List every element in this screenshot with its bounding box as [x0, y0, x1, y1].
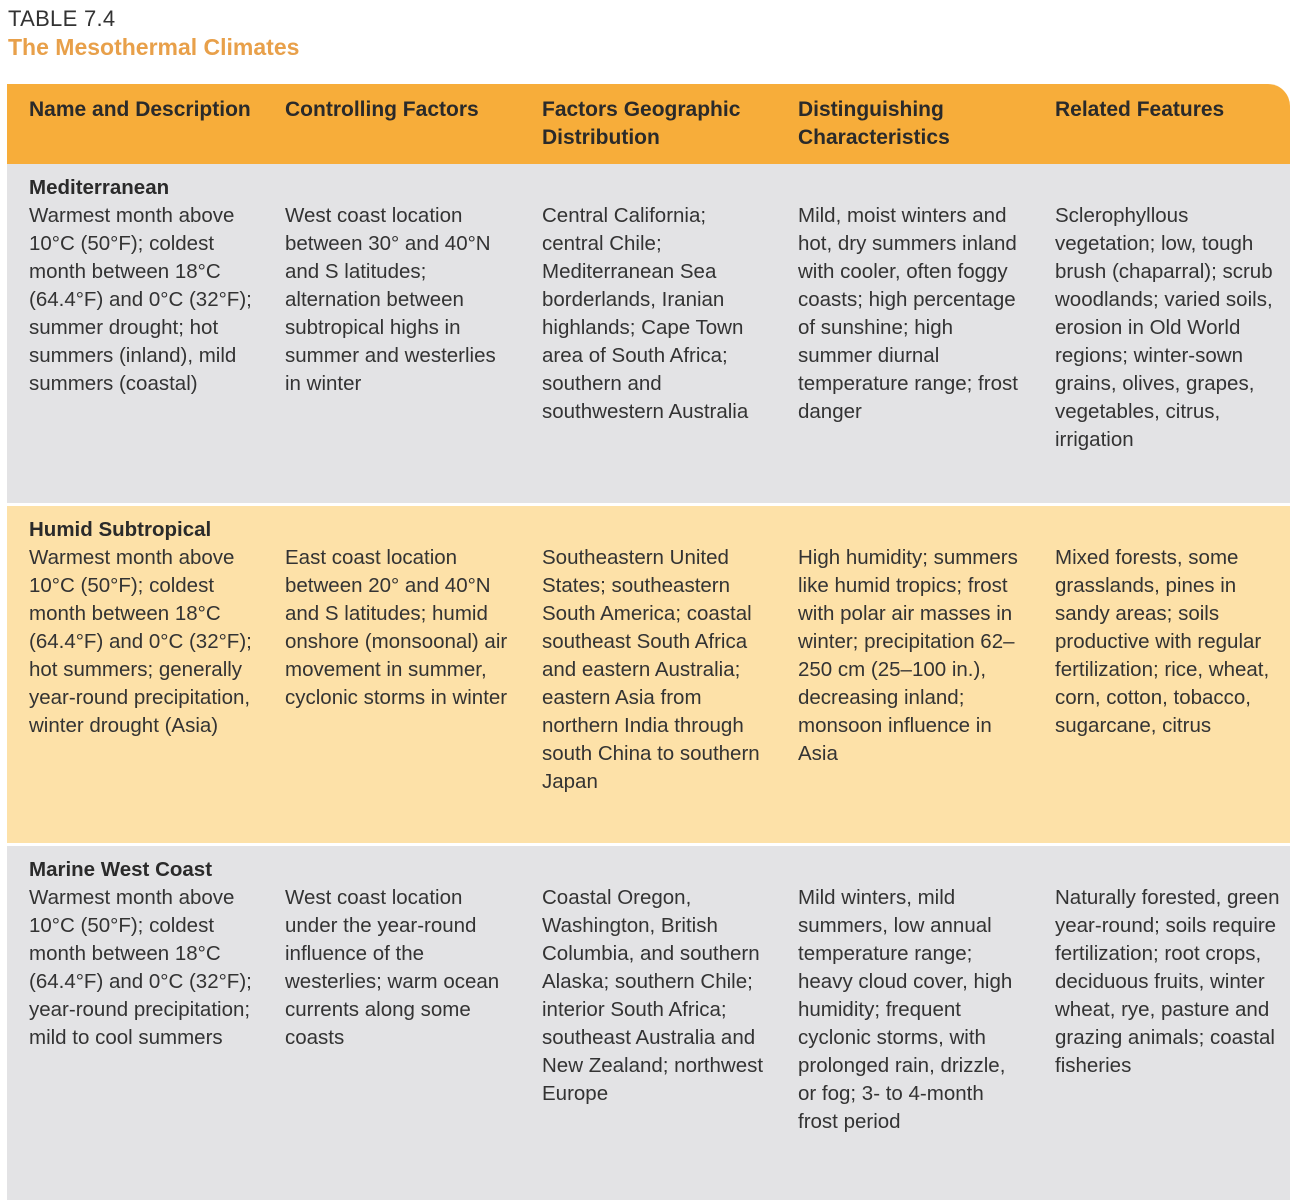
cell-geographic-distribution: Southeastern United States; southeastern South America; coastal southeast South Africa and eastern Australia; eastern Asia from northern India through south China to southern Japan [520, 504, 776, 844]
header-related-features: Related Features [1055, 98, 1225, 121]
table-header-row [7, 84, 1290, 164]
climate-description: Warmest month above 10°C (50°F); coldest month between 18°C (64.4°F) and 0°C (32°F); hot summers; generally year-round precipitation, winter drought (Asia) [29, 545, 252, 737]
cell-name-description [7, 844, 263, 1200]
climate-table [7, 84, 1290, 1200]
cell-controlling-factors: East coast location between 20° and 40°N and S latitudes; humid onshore (monsoonal) air movement in summer, cyclonic storms in winter [263, 504, 520, 844]
header-controlling-factors: Controlling Factors [285, 98, 479, 121]
header-name-description: Name and Description [29, 98, 251, 121]
climate-name: Humid Subtropical [29, 517, 212, 541]
cell-distinguishing-characteristics: Mild, moist winters and hot, dry summers inland with cooler, often foggy coasts; high percentage of sunshine; high summer diurnal temperature range; frost danger [798, 204, 1018, 423]
cell-geographic-distribution: Central California; central Chile; Mediterranean Sea borderlands, Iranian highlands; Cape Town area of South Africa; southern and southwestern Australia [542, 204, 749, 423]
cell-related-features: Mixed forests, some grasslands, pines in sandy areas; soils productive with regular fertilization; rice, wheat, corn, cotton, tobacco, sugarcane, citrus [1033, 504, 1290, 844]
header-geographic-distribution: Factors Geographic Distribution [542, 98, 741, 149]
cell-distinguishing-characteristics: High humidity; summers like humid tropics; frost with polar air masses in winter; precipitation 62–250 cm (25–100 in.), decreasing inland; monsoon influence in Asia [776, 504, 1033, 844]
climate-name: Mediterranean [29, 176, 170, 199]
table-row [7, 504, 1290, 844]
table-number: TABLE 7.4 [8, 6, 116, 31]
cell-distinguishing-characteristics: Mild winters, mild summers, low annual temperature range; heavy cloud cover, high humidity; frequent cyclonic storms, with prolonged rain, drizzle, or fog; 3- to 4-month frost period [776, 844, 1033, 1200]
header-distinguishing-characteristics: Distinguishing Characteristics [798, 98, 950, 149]
cell-related-features: Sclerophyllous vegetation; low, tough brush (chaparral); scrub woodlands; varied soils, erosion in Old World regions; winter-sown grains, olives, grapes, vegetables, citrus, irrigation [1055, 204, 1273, 451]
climate-description: Warmest month above 10°C (50°F); coldest month between 18°C (64.4°F) and 0°C (32°F); year-round precipitation; mild to cool summers [29, 885, 252, 1049]
cell-geographic-distribution: Coastal Oregon, Washington, British Columbia, and southern Alaska; southern Chile; interior South Africa; southeast Australia and New Zealand; northwest Europe [520, 844, 776, 1200]
climate-description: Warmest month above 10°C (50°F); coldest month between 18°C (64.4°F) and 0°C (32°F); summer drought; hot summers (inland), mild summers (coastal) [29, 204, 252, 395]
cell-controlling-factors: West coast location under the year-round influence of the westerlies; warm ocean currents along some coasts [263, 844, 520, 1200]
cell-controlling-factors: West coast location between 30° and 40°N and S latitudes; alternation between subtropical highs in summer and westerlies in winter [285, 204, 496, 395]
climate-name: Marine West Coast [29, 857, 213, 881]
table-row [7, 844, 1290, 1200]
table-title: The Mesothermal Climates [8, 34, 300, 60]
cell-name-description [7, 164, 263, 504]
table-row [7, 164, 1290, 504]
cell-related-features: Naturally forested, green year-round; soils require fertilization; root crops, deciduous fruits, winter wheat, rye, pasture and grazing animals; coastal fisheries [1033, 844, 1290, 1200]
cell-name-description [7, 504, 263, 844]
